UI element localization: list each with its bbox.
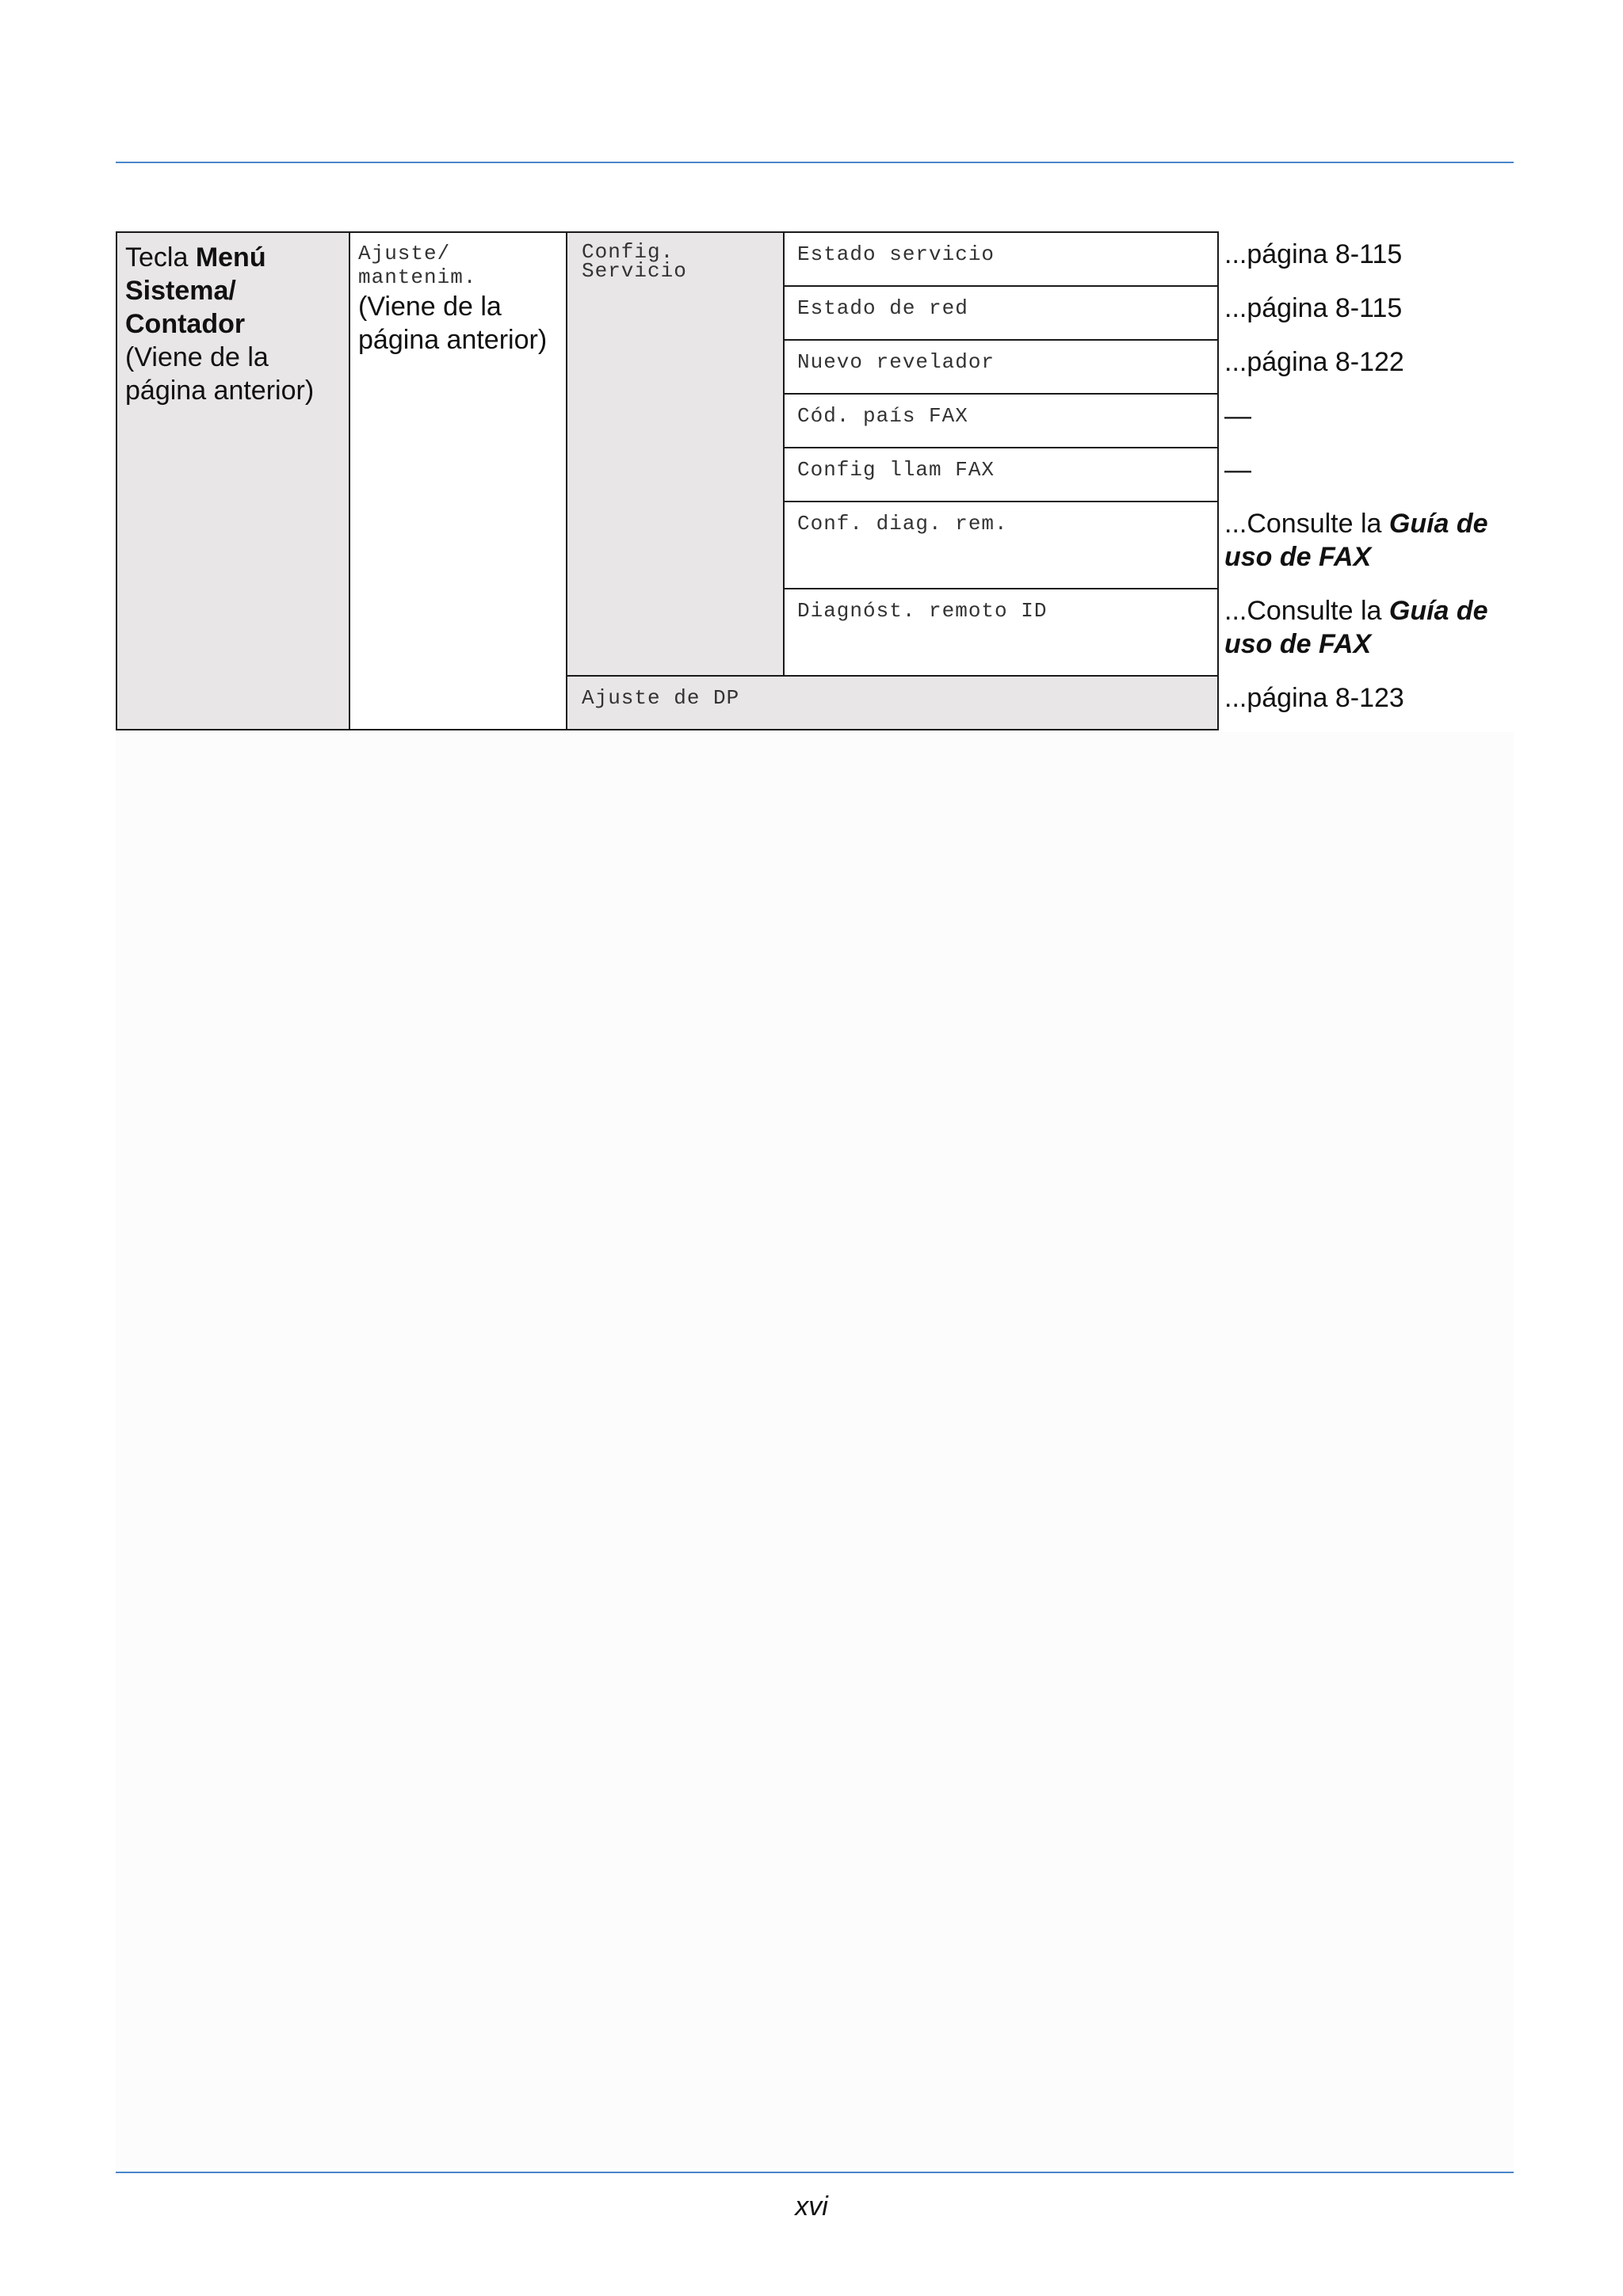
- ref-prefix: ...Consulte la: [1224, 596, 1389, 626]
- menu-tree-table: [116, 231, 1219, 730]
- service-label-2: Servicio: [582, 259, 687, 283]
- adjust-label-2: mantenim.: [358, 265, 477, 289]
- page-body-area: [116, 732, 1514, 2168]
- menu-item-fax-call-config: Config llam FAX: [784, 448, 1218, 502]
- menu-item-new-developer: Nuevo revelador: [784, 340, 1218, 394]
- guide-title-2: uso de FAX: [1224, 542, 1372, 572]
- adjust-label-1: Ajuste/: [358, 242, 451, 265]
- system-menu-key-cell: [116, 232, 349, 730]
- page-ref-fax-call-config: —: [1224, 455, 1251, 485]
- menu-item-remote-diag-id: Diagnóst. remoto ID: [784, 589, 1218, 676]
- page-ref-new-developer: ...página 8-122: [1224, 347, 1404, 377]
- page-ref-remote-diag-id: [1224, 594, 1518, 661]
- page-ref-network-status: ...página 8-115: [1224, 293, 1403, 323]
- footer-rule: [116, 2172, 1514, 2173]
- key-name-2: Sistema/: [125, 276, 236, 306]
- adjust-maintenance-cell: [349, 232, 567, 730]
- guide-title-2: uso de FAX: [1224, 629, 1372, 659]
- key-prefix: Tecla: [125, 242, 196, 273]
- key-name-1: Menú: [195, 242, 266, 273]
- menu-item-network-status: Estado de red: [784, 286, 1218, 340]
- page-ref-fax-country-code: —: [1224, 401, 1251, 431]
- continued-note-2: página anterior): [125, 376, 315, 406]
- continued-note-1: (Viene de la: [125, 342, 269, 372]
- service-config-cell: [567, 232, 784, 676]
- adjust-note-2: página anterior): [358, 325, 548, 355]
- key-name-3: Contador: [125, 309, 246, 339]
- page-ref-remote-diag-config: [1224, 507, 1518, 574]
- page-ref-dp-adjust: ...página 8-123: [1224, 683, 1404, 713]
- menu-item-remote-diag-config: Conf. diag. rem.: [784, 502, 1218, 589]
- menu-item-service-status: Estado servicio: [784, 232, 1218, 286]
- page-number: xvi: [795, 2191, 828, 2222]
- header-rule: [116, 162, 1514, 163]
- guide-title-1: Guía de: [1388, 596, 1488, 626]
- page-ref-service-status: ...página 8-115: [1224, 239, 1403, 269]
- menu-item-dp-adjust: Ajuste de DP: [567, 676, 1218, 730]
- ref-prefix: ...Consulte la: [1224, 509, 1389, 539]
- service-label-1: Config.: [582, 240, 674, 264]
- guide-title-1: Guía de: [1388, 509, 1488, 539]
- adjust-note-1: (Viene de la: [358, 292, 502, 322]
- menu-item-fax-country-code: Cód. país FAX: [784, 394, 1218, 448]
